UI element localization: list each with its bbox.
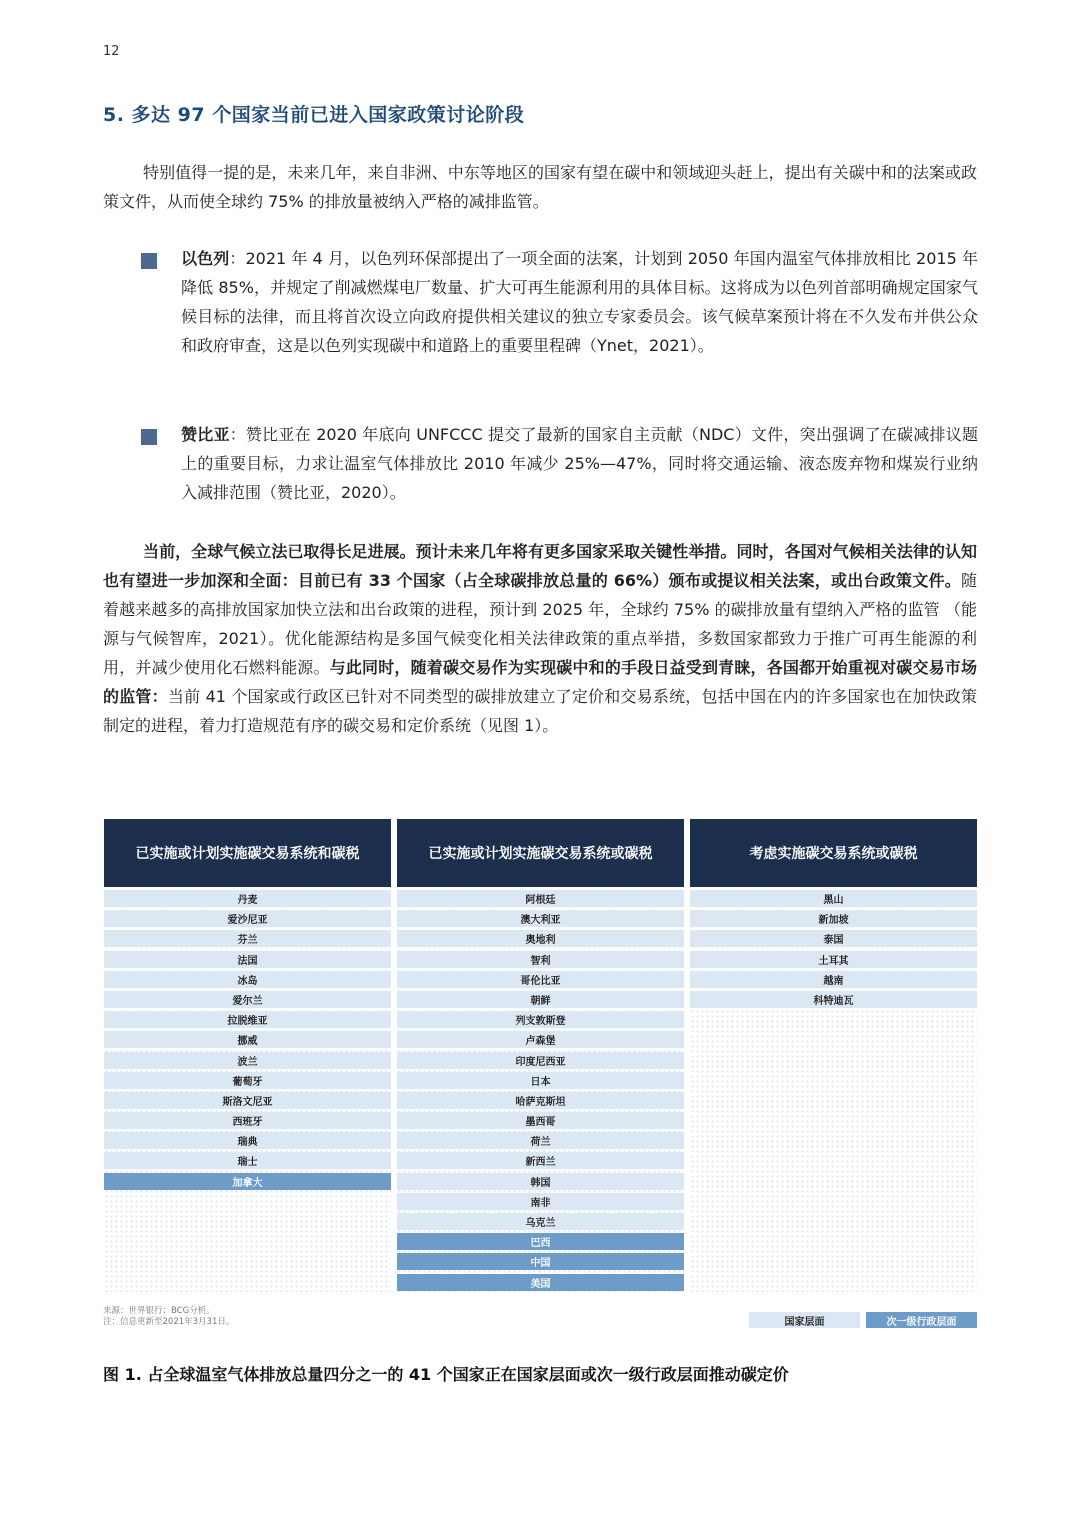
country-row: 哥伦比亚 xyxy=(397,971,684,988)
summary-bold-1: 当前，全球气候立法已取得长足进展。预计未来几年将有更多国家采取关键性举措。同时，各国对气候相关法律的认知也有望进一步加深和全面：目前已有 33 个国家（占全球碳排放总量的 66%）颁布或提议相关法案，或出台政策文件。 xyxy=(103,542,977,590)
legend-subnational: 次一级行政层面 xyxy=(866,1312,977,1328)
country-row: 中国 xyxy=(397,1253,684,1270)
country-row: 荷兰 xyxy=(397,1132,684,1149)
country-row: 泰国 xyxy=(690,930,977,947)
country-row: 法国 xyxy=(104,951,391,968)
country-row: 科特迪瓦 xyxy=(690,991,977,1008)
country-row: 丹麦 xyxy=(104,890,391,907)
bullet-body: ：赞比亚在 2020 年底向 UNFCCC 提交了最新的国家自主贡献（NDC）文件，突出强调了在碳减排议题上的重要目标，力求让温室气体排放比 2010 年减少 25%—47%，同时将交通运输、液态废弃物和煤炭行业纳入减排范围（赞比亚，2020）。 xyxy=(181,425,978,502)
figure-column-ets-and-tax xyxy=(104,819,391,1292)
country-row: 奥地利 xyxy=(397,930,684,947)
country-row: 美国 xyxy=(397,1274,684,1291)
figure-column-considering xyxy=(690,819,977,1292)
bullet-square-icon xyxy=(141,253,157,269)
column-header: 已实施或计划实施碳交易系统和碳税 xyxy=(104,819,391,887)
country-row: 拉脱维亚 xyxy=(104,1011,391,1028)
bullet-label: 赞比亚 xyxy=(181,425,230,444)
country-row: 卢森堡 xyxy=(397,1031,684,1048)
country-row: 加拿大 xyxy=(104,1173,391,1190)
country-row: 哈萨克斯坦 xyxy=(397,1092,684,1109)
intro-paragraph xyxy=(103,158,977,216)
summary-bold-2: 与此同时，随着碳交易作为实现碳中和的手段日益受到青睐，各国都开始重视对碳交易市场的监管： xyxy=(103,658,977,706)
country-row: 南非 xyxy=(397,1193,684,1210)
page-number: 12 xyxy=(103,44,120,59)
section-heading: 5. 多达 97 个国家当前已进入国家政策讨论阶段 xyxy=(103,104,525,126)
country-row: 瑞士 xyxy=(104,1152,391,1169)
country-row: 印度尼西亚 xyxy=(397,1052,684,1069)
country-row: 日本 xyxy=(397,1072,684,1089)
country-row: 斯洛文尼亚 xyxy=(104,1092,391,1109)
country-list xyxy=(397,890,684,1291)
country-row: 冰岛 xyxy=(104,971,391,988)
country-row: 瑞典 xyxy=(104,1132,391,1149)
intro-text: 特别值得一提的是，未来几年，来自非洲、中东等地区的国家有望在碳中和领域迎头赶上，提出有关碳中和的法案或政策文件，从而使全球约 75% 的排放量被纳入严格的减排监管。 xyxy=(103,163,977,211)
country-row: 巴西 xyxy=(397,1233,684,1250)
country-row: 澳大利亚 xyxy=(397,910,684,927)
summary-normal-2: 当前 41 个国家或行政区已针对不同类型的碳排放建立了定价和交易系统，包括中国在内的许多国家也在加快政策制定的进程，着力打造规范有序的碳交易和定价系统（见图 1）。 xyxy=(103,687,977,735)
country-row: 黑山 xyxy=(690,890,977,907)
bullet-text xyxy=(181,420,978,507)
country-row: 爱尔兰 xyxy=(104,991,391,1008)
summary-normal-1: 随着越来越多的高排放国家加快立法和出台政策的进程，预计到 2025 年，全球约 75% 的碳排放量有望纳入严格的监管 （能源与气候智库，2021）。优化能源结构是多国气候变化相关法律政策的重点举措，多数国家都致力于推广可再生能源的利用，并减少使用化石燃料能源。 xyxy=(103,571,977,677)
country-row: 新西兰 xyxy=(397,1152,684,1169)
bullet-body: ：2021 年 4 月，以色列环保部提出了一项全面的法案，计划到 2050 年国内温室气体排放相比 2015 年降低 85%，并规定了削减燃煤电厂数量、扩大可再生能源利用的具体目标。这将成为以色列首部明确规定国家气候目标的法律，而且将首次设立向政府提供相关建议的独立专家委员会。该气候草案预计将在不久发布并供公众和政府审查，这是以色列实现碳中和道路上的重要里程碑（Ynet，2021）。 xyxy=(181,249,978,355)
column-header: 已实施或计划实施碳交易系统或碳税 xyxy=(397,819,684,887)
country-row: 乌克兰 xyxy=(397,1213,684,1230)
figure-caption: 图 1. 占全球温室气体排放总量四分之一的 41 个国家正在国家层面或次一级行政层面推动碳定价 xyxy=(103,1365,789,1384)
figure-source xyxy=(103,1306,234,1328)
legend-national: 国家层面 xyxy=(749,1312,860,1328)
country-row: 波兰 xyxy=(104,1052,391,1069)
figure-column-ets-or-tax xyxy=(397,819,684,1292)
country-row: 西班牙 xyxy=(104,1112,391,1129)
source-line: 来源：世界银行；BCG分析。 xyxy=(103,1306,215,1316)
country-row: 墨西哥 xyxy=(397,1112,684,1129)
country-list xyxy=(104,890,391,1190)
bullet-label: 以色列 xyxy=(181,249,230,268)
country-row: 越南 xyxy=(690,971,977,988)
country-row: 土耳其 xyxy=(690,951,977,968)
country-row: 葡萄牙 xyxy=(104,1072,391,1089)
country-row: 列支敦斯登 xyxy=(397,1011,684,1028)
country-row: 阿根廷 xyxy=(397,890,684,907)
bullet-square-icon xyxy=(141,429,157,445)
country-row: 爱沙尼亚 xyxy=(104,910,391,927)
summary-paragraph xyxy=(103,537,977,740)
country-row: 挪威 xyxy=(104,1031,391,1048)
country-row: 智利 xyxy=(397,951,684,968)
note-line: 注：信息更新至2021年3月31日。 xyxy=(103,1317,235,1327)
bullet-text xyxy=(181,244,978,360)
country-row: 朝鲜 xyxy=(397,991,684,1008)
country-row: 韩国 xyxy=(397,1173,684,1190)
country-list xyxy=(690,890,977,1008)
column-header: 考虑实施碳交易系统或碳税 xyxy=(690,819,977,887)
country-row: 新加坡 xyxy=(690,910,977,927)
country-row: 芬兰 xyxy=(104,930,391,947)
